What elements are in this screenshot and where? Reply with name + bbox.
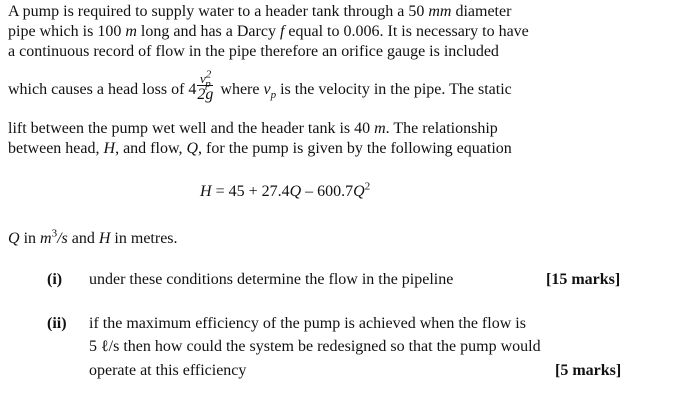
pump-equation [200, 180, 371, 201]
question-text: if the maximum efficiency of the pump is achieved when the flow is [89, 315, 526, 332]
frac-exp: 2 [205, 69, 212, 81]
paragraph-line-2 [8, 22, 529, 41]
paragraph-line-1 [8, 2, 511, 21]
v-symbol: v [263, 81, 271, 98]
H-symbol: H [103, 140, 116, 157]
frac-sub: p [205, 77, 211, 90]
unit-exp: 3 [51, 227, 58, 240]
paragraph-line-4 [8, 69, 512, 106]
text: where [220, 81, 264, 98]
unit-s: /s [57, 230, 68, 247]
text: pipe which is 100 [8, 23, 126, 40]
question-text: operate at this efficiency [89, 362, 247, 379]
H-symbol: H [98, 230, 111, 247]
v-sub: p [270, 89, 277, 102]
marks-label: [15 marks] [546, 271, 621, 288]
text: in metres. [110, 230, 178, 247]
text: and [67, 230, 99, 247]
text: in [19, 230, 41, 247]
text: between head, [8, 140, 104, 157]
Q-symbol: Q [8, 230, 20, 247]
question-label: (ii) [47, 315, 67, 332]
paragraph-line-6 [8, 139, 512, 158]
eq-Q: Q [289, 183, 302, 200]
text: A pump is required to supply water to a header tank through a 50 [8, 3, 429, 20]
eq-H: H [200, 183, 212, 200]
eq-text: = 45 + 27.4 [211, 183, 290, 200]
text: , for the pump is given by the following equation [198, 140, 512, 157]
text: diameter [451, 3, 512, 20]
frac-den: 2g [197, 86, 214, 104]
frac-v: v [200, 71, 206, 87]
unit-mm: mm [428, 3, 452, 20]
question-text: 5 ℓ/s then how could the system be redesigned so that the pump would [89, 338, 541, 355]
Q-symbol: Q [186, 140, 199, 157]
eq-text: – 600.7 [301, 183, 354, 200]
head-loss-fraction [197, 69, 214, 104]
text: equal to 0.006. It is necessary to have [284, 23, 529, 40]
unit-m: m [125, 23, 137, 40]
question-text: under these conditions determine the flow in the pipeline [89, 271, 454, 288]
text: long and has a Darcy [136, 23, 280, 40]
units-line [8, 229, 178, 248]
text: which causes a head loss of 4 [8, 81, 197, 98]
darcy-f: f [279, 23, 285, 40]
question-label: (i) [47, 271, 63, 288]
text: lift between the pump wet well and the header tank is 40 [8, 120, 375, 137]
eq-exp: 2 [364, 180, 371, 193]
unit-m: m [40, 230, 52, 247]
eq-Q: Q [353, 183, 365, 200]
unit-m: m [374, 120, 386, 137]
text: . The relationship [385, 120, 498, 137]
marks-label: [5 marks] [555, 362, 622, 379]
paragraph-line-3 [8, 42, 499, 61]
paragraph-line-5 [8, 119, 498, 138]
text: , and flow, [115, 140, 187, 157]
text: a continuous record of flow in the pipe therefore an orifice gauge is included [8, 43, 499, 60]
text: is the velocity in the pipe. The static [276, 81, 512, 98]
